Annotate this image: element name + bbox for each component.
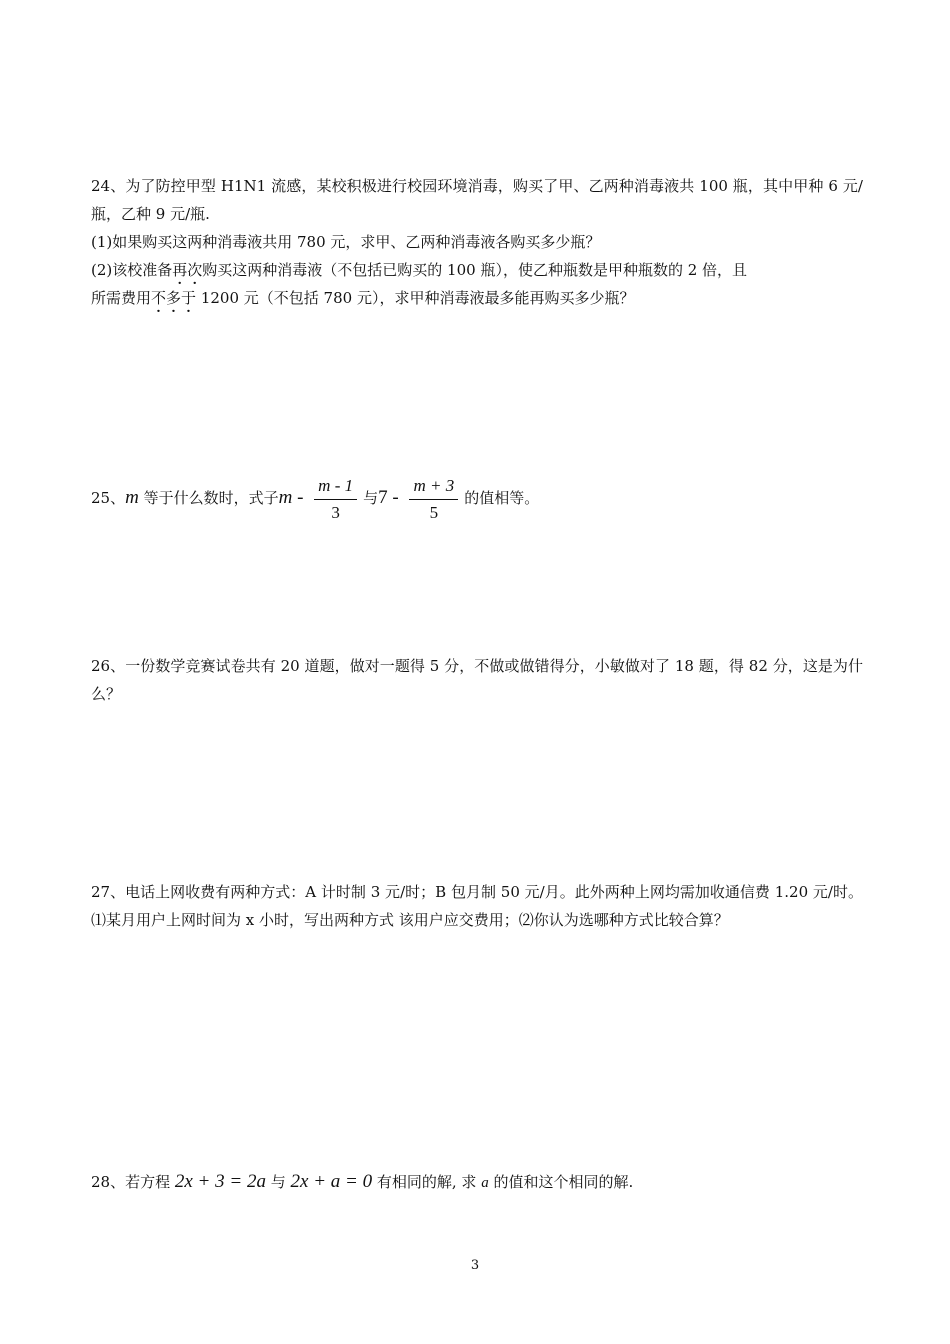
minus-sign: - <box>387 487 404 508</box>
page-number: 3 <box>470 1258 480 1273</box>
equation-2: 2x + a = 0 <box>290 1171 373 1192</box>
minus-sign: - <box>292 487 309 508</box>
fraction-1-numerator: m - 1 <box>314 475 357 500</box>
q28-text-b: 有相同的解, 求 <box>376 1173 477 1191</box>
emphasis-mark: 不 <box>151 289 167 307</box>
emphasis-mark: 次 <box>187 261 203 279</box>
q26-text: 26、一份数学竞赛试卷共有 20 道题，做对一题得 5 分，不做或做错得分，小敏做对了 18 题，得 82 分，这是为什么？ <box>91 657 863 703</box>
fraction-2-denominator: 5 <box>429 502 439 522</box>
question-27 <box>91 878 863 934</box>
fraction-2 <box>409 475 458 524</box>
equation-1: 2x + 3 = 2a <box>174 1171 266 1192</box>
question-28 <box>91 1166 863 1199</box>
q24-part-2-d: 1200 元（不包括 780 元），求甲种消毒液最多能再购买多少瓶？ <box>196 289 635 307</box>
question-26 <box>91 652 863 708</box>
q24-part-2-c: 所需费用 <box>91 289 152 307</box>
q24-part-1: (1)如果购买这两种消毒液共用 780 元，求甲、乙两种消毒液各购买多少瓶？ <box>91 233 601 251</box>
expr1-m: m <box>278 487 293 508</box>
fraction-2-numerator: m + 3 <box>409 475 458 500</box>
q28-prefix: 28、若方程 <box>91 1173 171 1191</box>
question-25 <box>91 472 863 524</box>
q24-part-2-cont <box>91 284 863 312</box>
q24-part-2-a: (2)该校准备 <box>91 261 173 279</box>
q24-part-2 <box>91 256 863 284</box>
q24-part-2-b: 购买这两种消毒液（不包括已购买的 100 瓶），使乙种瓶数是甲种瓶数的 2 倍，且 <box>202 261 748 279</box>
emphasis-mark: 于 <box>181 289 197 307</box>
q28-text-a: 与 <box>270 1173 286 1191</box>
emphasis-mark: 多 <box>166 289 182 307</box>
expr2-seven: 7 <box>378 487 388 508</box>
variable-a: a <box>481 1175 489 1191</box>
emphasis-mark: 再 <box>172 261 188 279</box>
q25-text-a: 等于什么数时，式子 <box>138 489 279 507</box>
q25-text-c: 的值相等。 <box>464 489 540 507</box>
q24-stem: 24、为了防控甲型 H1N1 流感，某校积极进行校园环境消毒，购买了甲、乙两种消毒液共 100 瓶，其中甲种 6 元/瓶，乙种 9 元/瓶. <box>91 177 863 223</box>
fraction-1-denominator: 3 <box>331 502 340 522</box>
question-24 <box>91 172 863 312</box>
q27-text: 27、电话上网收费有两种方式：A 计时制 3 元/时；B 包月制 50 元/月。此外两种上网均需加收通信费 1.20 元/时。⑴某月用户上网时间为 x 小时，写出两种方式 该用户应交费用；⑵你认为选哪种方式比较合算？ <box>91 883 863 929</box>
fraction-1 <box>314 475 357 524</box>
variable-m: m <box>125 487 139 508</box>
q28-text-c: 的值和这个相同的解. <box>493 1173 634 1191</box>
q25-text-b: 与 <box>363 489 379 507</box>
q25-prefix: 25、 <box>91 489 126 507</box>
